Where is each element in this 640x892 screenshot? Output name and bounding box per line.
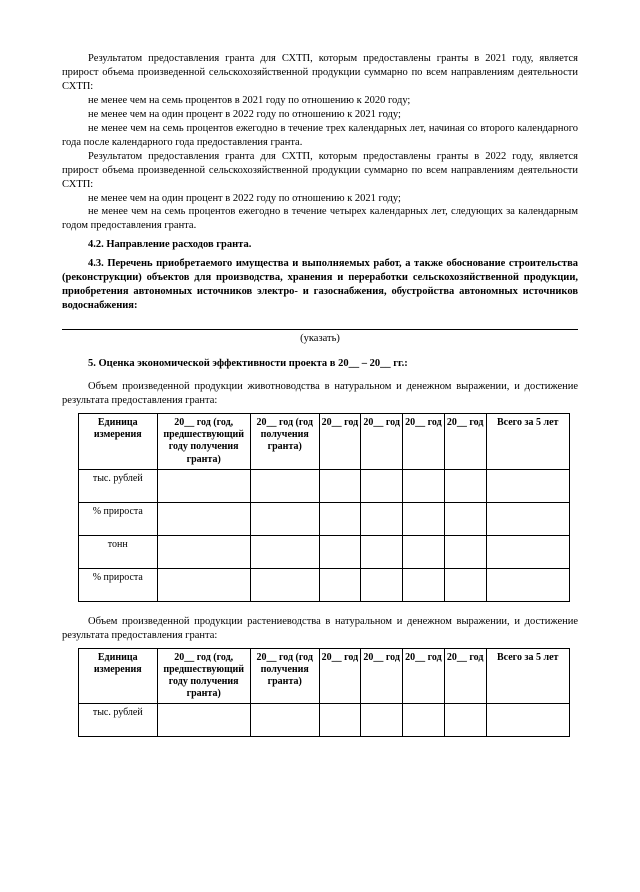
specify-note: (указать) (300, 333, 340, 345)
cell[interactable] (486, 502, 570, 535)
table-row (79, 568, 570, 601)
section-heading-5: 5. Оценка экономической эффективности проекта в 20__ – 20__ гг.: (88, 358, 408, 370)
th-year-2: 20__ год (361, 413, 403, 469)
cell[interactable] (403, 568, 445, 601)
cell[interactable] (403, 502, 445, 535)
intro-plant-production: Объем произведенной продукции растениеводства в натуральном и денежном выражении, и достижение результата предоставления гранта: (62, 615, 578, 641)
cell[interactable] (444, 704, 486, 737)
table-header-row (79, 413, 570, 469)
cell[interactable] (403, 469, 445, 502)
paragraph-bullet-2021-7pct: не менее чем на семь процентов в 2021 году по отношению к 2020 году; (88, 94, 411, 106)
paragraph-bullet-2022-1pct: не менее чем на один процент в 2022 году по отношению к 2021 году; (88, 108, 401, 120)
fill-in-rule (62, 329, 578, 330)
cell[interactable] (444, 502, 486, 535)
cell[interactable] (403, 535, 445, 568)
cell[interactable] (157, 704, 250, 737)
cell[interactable] (486, 568, 570, 601)
th-year-1: 20__ год (319, 648, 361, 704)
row-label-tonn: тонн (79, 535, 158, 568)
cell[interactable] (361, 469, 403, 502)
cell[interactable] (444, 469, 486, 502)
cell[interactable] (486, 469, 570, 502)
th-year-grant: 20__ год (год получения гранта) (250, 648, 319, 704)
cell[interactable] (250, 704, 319, 737)
row-label-percent-growth: % прироста (79, 502, 158, 535)
th-unit: Единица измерения (79, 648, 158, 704)
table-animal-production (78, 413, 570, 602)
cell[interactable] (444, 535, 486, 568)
intro-animal-production: Объем произведенной продукции животноводства в натуральном и денежном выражении, и достижение результата предоставления гранта: (62, 381, 578, 407)
cell[interactable] (319, 502, 361, 535)
cell[interactable] (319, 704, 361, 737)
th-year-2: 20__ год (361, 648, 403, 704)
paragraph-result-2022: Результатом предоставления гранта для СХТП, которым предоставлены гранты в 2022 году, является прирост объема произведенной сельскохозяйственной продукции суммарно по всем направлениям деятельности СХТП: (62, 150, 578, 190)
th-unit: Единица измерения (79, 413, 158, 469)
table-row (79, 535, 570, 568)
paragraph-result-2021: Результатом предоставления гранта для СХТП, которым предоставлены гранты в 2021 году, является прирост объема произведенной сельскохозяйственной продукции суммарно по всем направлениям деятельности СХТП: (62, 53, 578, 92)
table-row (79, 704, 570, 737)
th-total-5: Всего за 5 лет (486, 413, 570, 469)
row-label-thousand-rubles: тыс. рублей (79, 704, 158, 737)
row-label-percent-growth-2: % прироста (79, 568, 158, 601)
cell[interactable] (403, 704, 445, 737)
th-total-5: Всего за 5 лет (486, 648, 570, 704)
table-plant-production (78, 648, 570, 738)
cell[interactable] (157, 535, 250, 568)
cell[interactable] (157, 568, 250, 601)
th-year-prev: 20__ год (год, предшествующий году получения гранта) (157, 413, 250, 469)
cell[interactable] (157, 502, 250, 535)
th-year-3: 20__ год (403, 648, 445, 704)
section-heading-4-2: 4.2. Направление расходов гранта. (88, 239, 252, 251)
cell[interactable] (361, 704, 403, 737)
cell[interactable] (486, 704, 570, 737)
th-year-4: 20__ год (444, 648, 486, 704)
paragraph-bullet-2022-1pct-b: не менее чем на один процент в 2022 году по отношению к 2021 году; (88, 192, 401, 204)
th-year-prev: 20__ год (год, предшествующий году получения гранта) (157, 648, 250, 704)
cell[interactable] (319, 568, 361, 601)
th-year-1: 20__ год (319, 413, 361, 469)
cell[interactable] (250, 502, 319, 535)
cell[interactable] (486, 535, 570, 568)
row-label-thousand-rubles: тыс. рублей (79, 469, 158, 502)
paragraph-bullet-3years: не менее чем на семь процентов ежегодно в течение трех календарных лет, начиная со второго календарного года после календарного года предоставления гранта. (62, 122, 578, 148)
th-year-3: 20__ год (403, 413, 445, 469)
table-row (79, 469, 570, 502)
cell[interactable] (250, 535, 319, 568)
cell[interactable] (319, 535, 361, 568)
table-row (79, 502, 570, 535)
table-header-row (79, 648, 570, 704)
cell[interactable] (250, 469, 319, 502)
cell[interactable] (361, 535, 403, 568)
th-year-4: 20__ год (444, 413, 486, 469)
cell[interactable] (319, 469, 361, 502)
th-year-grant: 20__ год (год получения гранта) (250, 413, 319, 469)
section-heading-4-3: 4.3. Перечень приобретаемого имущества и выполняемых работ, а также обоснование строительства (реконструкции) объектов для производства, хранения и переработки сельскохозяйственной продукции, приобретения автономных источников электро- и газоснабжения, обустройства автономных источников водоснабжения: (62, 258, 578, 312)
cell[interactable] (250, 568, 319, 601)
cell[interactable] (361, 568, 403, 601)
cell[interactable] (444, 568, 486, 601)
cell[interactable] (361, 502, 403, 535)
cell[interactable] (157, 469, 250, 502)
paragraph-bullet-4years: не менее чем на семь процентов ежегодно в течение четырех календарных лет, следующих за календарным годом предоставления гранта. (62, 206, 578, 232)
